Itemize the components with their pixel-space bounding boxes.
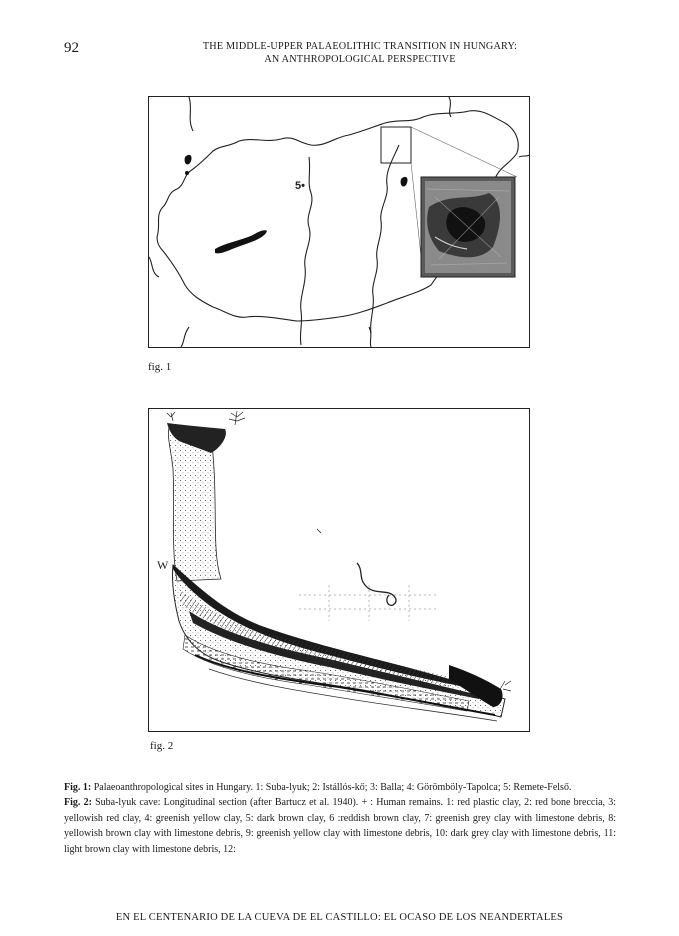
- figure-2-section: [148, 408, 530, 732]
- inset-locator-box: [381, 127, 411, 163]
- header-line-2: AN ANTHROPOLOGICAL PERSPECTIVE: [264, 54, 456, 65]
- caption-fig2-title: Fig. 2:: [64, 797, 92, 809]
- header-line-1: THE MIDDLE-UPPER PALAEOLITHIC TRANSITION IN HUNGARY:: [202, 41, 518, 52]
- page-number: 92: [64, 40, 79, 56]
- lake-balaton: [215, 230, 267, 253]
- figure-1-label: fig. 1: [148, 361, 172, 373]
- figure-1-map: [148, 96, 530, 348]
- caption-fig2-text: Suba-lyuk cave: Longitudinal section (after Bartucz et al. 1940). + : Human remains. 1: red plastic clay, 2: red bone breccia, 3: yellowish red clay, 4: greenish yellow clay, 5: dark brown clay, 6 :reddish brown clay, 7: greenish grey clay with limestone debris, 8: yellowish brown clay with limestone debris, 9: greenish yellow clay with limestone debris, 10: dark grey clay with limestone debris, 11: light brown clay with limestone debris, 12:: [64, 797, 617, 855]
- figure-captions: [64, 780, 616, 857]
- caption-fig2: [64, 795, 616, 857]
- caption-fig1: [64, 780, 616, 795]
- running-header: [150, 40, 570, 66]
- tisza-river: [371, 145, 399, 333]
- inset-relief-image: [421, 177, 515, 277]
- caption-fig1-title: Fig. 1:: [64, 782, 92, 793]
- site-5-marker: 5•: [295, 180, 305, 192]
- west-marker: W: [157, 558, 169, 572]
- cave-outline: [357, 563, 396, 605]
- cave-section-drawing: [149, 409, 529, 731]
- running-footer: EN EL CENTENARIO DE LA CUEVA DE EL CASTILLO: EL OCASO DE LOS NEANDERTALES: [115, 912, 564, 923]
- hungary-map-drawing: [149, 97, 529, 347]
- caption-fig1-text: Palaeoanthropological sites in Hungary. 1: Suba-lyuk; 2: Istállós-kő; 3: Balla; 4: Görömböly-Tapolca; 5: Remete-Felső.: [93, 782, 572, 793]
- figure-2-label: fig. 2: [150, 740, 174, 752]
